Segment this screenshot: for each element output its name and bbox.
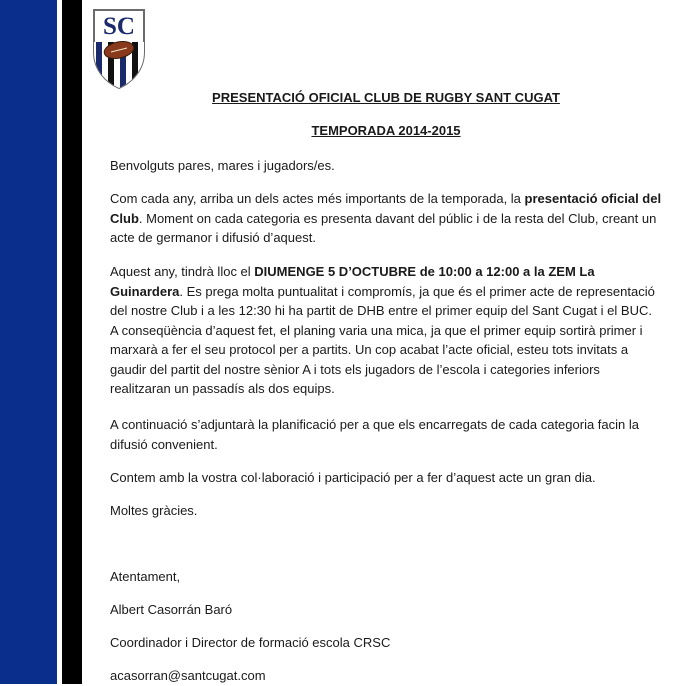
document-title: PRESENTACIÓ OFICIAL CLUB DE RUGBY SANT CUGAT — [212, 90, 560, 105]
left-black-stripe — [62, 0, 82, 684]
signer-email-link[interactable]: acasorran@santcugat.com — [110, 668, 266, 683]
thanks-line: Moltes gràcies. — [110, 503, 198, 518]
left-blue-stripe — [0, 0, 57, 684]
highlight-presentation: presentació oficial del Club — [110, 191, 662, 226]
season-heading: TEMPORADA 2014-2015 — [311, 123, 461, 138]
logo-letters: SC — [103, 13, 135, 40]
club-crest-logo — [90, 6, 148, 90]
paragraph-planning: A continuació s’adjuntarà la planificació per a que els encarregats de cada categoria facin la difusió convenient. — [110, 417, 640, 452]
signer-role: Coordinador i Director de formació escola CRSC — [110, 635, 391, 650]
greeting-line: Benvolguts pares, mares i jugadors/es. — [110, 158, 335, 173]
paragraph-collaboration: Contem amb la vostra col·laboració i participació per a fer d’aquest acte un gran dia. — [110, 470, 596, 485]
signer-name: Albert Casorrán Baró — [110, 602, 233, 617]
paragraph-intro: Com cada any, arriba un dels actes més importants de la temporada, la presentació oficial del Club. Moment on cada categoria es presenta davant del públic i de la resta del Club, creant un acte de germanor i difusió d’aquest. — [110, 191, 662, 245]
closing-line: Atentament, — [110, 569, 181, 584]
highlight-date-location: DIUMENGE 5 D’OCTUBRE de 10:00 a 12:00 a la ZEM La Guinardera — [110, 264, 595, 299]
paragraph-event-details: Aquest any, tindrà lloc el DIUMENGE 5 D’OCTUBRE de 10:00 a 12:00 a la ZEM La Guinardera. Es prega molta puntualitat i compromís, ja que és el primer acte de representació del nostre Club i a les 12:30 hi ha partit de DHB entre el primer equip del Sant Cugat i el BUC. A conseqüència d’aquest fet, el planing varia una mica, ja que el primer equip sortirà primer i marxarà a fer el seu protocol per a partits. Un cop acabat l’acte oficial, esteu tots invitats a gaudir del partit del nostre sènior A i tots els jugadors de l’escola i categories inferiors realitzaran un passadís als dos equips. — [110, 264, 655, 396]
